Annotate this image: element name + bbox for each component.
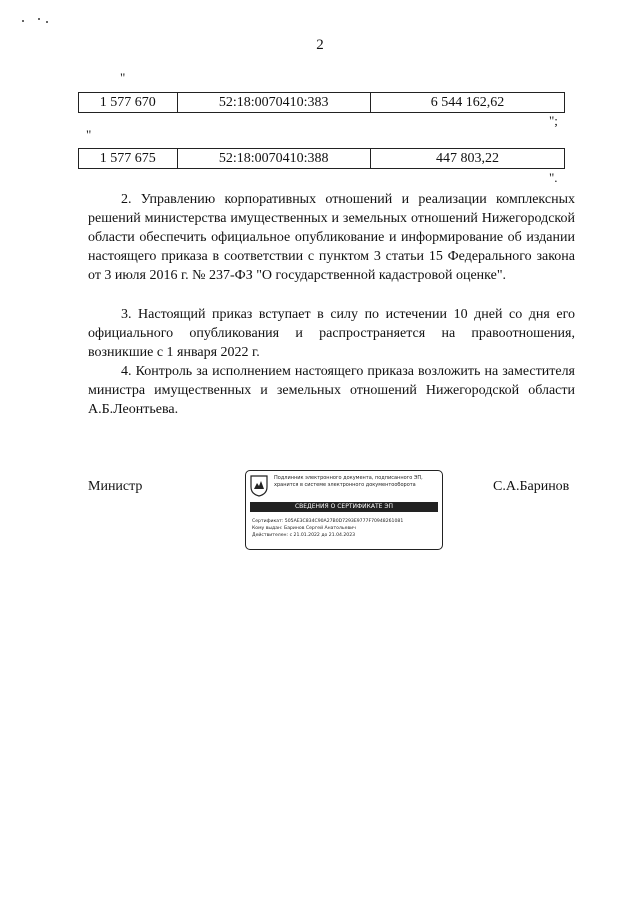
certificate-owner: Кому выдан: Баринов Сергей Анатольевич xyxy=(252,526,356,531)
scan-speck xyxy=(22,20,24,22)
coat-of-arms-icon xyxy=(250,475,268,497)
electronic-signature-stamp xyxy=(245,470,443,550)
table-row xyxy=(78,148,565,169)
scan-speck xyxy=(38,18,40,20)
table-row xyxy=(78,92,565,113)
paragraph-2: 2. Управлению корпоративных отношений и реализации комплексных решений министерства имущественных и земельных отношений Нижегородской области обеспечить официальное опубликование и информирование об издании настоящего приказа в соответствии с пунктом 3 статьи 15 Федерального закона от 3 июля 2016 г. № 237-ФЗ "О государственной кадастровой оценке". xyxy=(88,192,575,283)
signer-name: С.А.Баринов xyxy=(493,479,570,494)
open-quote: " xyxy=(120,70,126,85)
close-quote: ". xyxy=(549,170,558,185)
paragraph-4: 4. Контроль за исполнением настоящего приказа возложить на заместителя министра имущественных и земельных отношений Нижегородской области А.Б.Леонтьева. xyxy=(88,364,575,417)
cadastral-value-cell: 447 803,22 xyxy=(370,149,564,169)
paragraph-3: 3. Настоящий приказ вступает в силу по истечении 10 дней со дня его официального опубликования и распространяется на правоотношения, возникшие с 1 января 2022 г. xyxy=(88,307,575,360)
area-cell: 1 577 675 xyxy=(79,149,178,169)
stamp-header xyxy=(250,475,438,497)
cadastral-number-cell: 52:18:0070410:388 xyxy=(177,149,370,169)
cadastral-value-cell: 6 544 162,62 xyxy=(370,93,564,113)
close-quote: "; xyxy=(549,113,558,128)
area-cell: 1 577 670 xyxy=(79,93,178,113)
scan-speck xyxy=(46,21,48,23)
stamp-caption xyxy=(274,475,438,489)
stamp-caption-line1: Подлинник электронного документа, подписанного ЭП, xyxy=(274,475,423,481)
open-quote: " xyxy=(86,127,92,142)
certificate-validity: Действителен: с 21.01.2022 до 21.04.2023 xyxy=(252,533,356,538)
page-number: 2 xyxy=(316,37,324,53)
stamp-details xyxy=(252,518,438,539)
certificate-number: Сертификат: 505AE3C834C90A27B0D7293E9777F70948261081 xyxy=(252,519,404,524)
stamp-caption-line2: хранится в системе электронного документооборота xyxy=(274,482,416,488)
stamp-title: СВЕДЕНИЯ О СЕРТИФИКАТЕ ЭП xyxy=(250,502,438,512)
signer-position: Министр xyxy=(88,479,143,494)
cadastral-number-cell: 52:18:0070410:383 xyxy=(177,93,370,113)
